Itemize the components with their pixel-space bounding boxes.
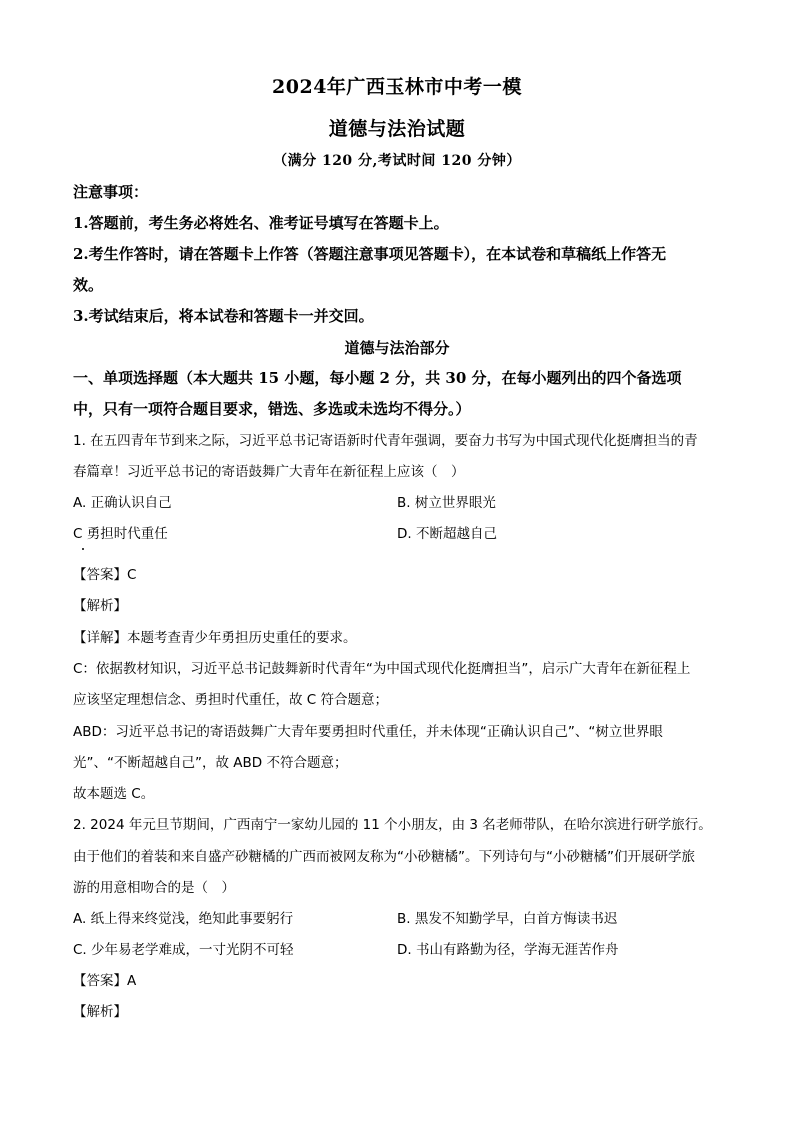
- q1-option-b: B. 树立世界眼光: [397, 495, 496, 511]
- q2-option-a: A. 纸上得来终觉浅，绝知此事要躬行: [73, 911, 294, 927]
- q1-option-c: C 勇担时代重任: [73, 526, 168, 542]
- q1-explain-c-cont: 应该坚定理想信念、勇担时代重任，故 C 符合题意；: [73, 692, 389, 708]
- q1-answer: 【答案】C: [73, 567, 137, 583]
- q2-stem-cont-2: 游的用意相吻合的是（ ）: [73, 880, 235, 896]
- q2-option-b: B. 黑发不知勤学早，白首方悔读书迟: [397, 911, 618, 927]
- q2-option-d: D. 书山有路勤为径，学海无涯苦作舟: [397, 942, 619, 958]
- instruction-item-2: 2.考生作答时，请在答题卡上作答（答题注意事项见答题卡），在本试卷和草稿纸上作答无: [73, 245, 667, 263]
- q2-option-c: C. 少年易老学难成，一寸光阴不可轻: [73, 942, 294, 958]
- part-title: 道德与法治部分: [344, 339, 450, 357]
- q1-stem-cont: 春篇章！习近平总书记的寄语鼓舞广大青年在新征程上应该（ ）: [73, 464, 465, 480]
- section-heading: 一、单项选择题（本大题共 15 小题，每小题 2 分，共 30 分，在每小题列出的四个备选项: [73, 369, 682, 387]
- q2-stem-cont: 由于他们的着装和来自盛产砂糖橘的广西而被网友称为“小砂糖橘”。下列诗句与“小砂糖橘”们开展研学旅: [73, 849, 695, 865]
- exam-title: 2024年广西玉林市中考一模: [272, 76, 522, 98]
- instruction-item-1: 1.答题前，考生务必将姓名、准考证号填写在答题卡上。: [73, 214, 449, 232]
- q2-analysis-label: 【解析】: [73, 1004, 127, 1020]
- q1-detail: 【详解】本题考查青少年勇担历史重任的要求。: [73, 630, 357, 646]
- exam-note: （满分 120 分,考试时间 120 分钟）: [273, 153, 521, 169]
- instructions-heading: 注意事项：: [73, 183, 149, 201]
- exam-subtitle: 道德与法治试题: [328, 118, 466, 140]
- q1-explain-c: C：依据教材知识，习近平总书记鼓舞新时代青年“为中国式现代化挺膺担当”，启示广大青年在新征程上: [73, 661, 691, 677]
- instruction-item-2-cont: 效。: [73, 276, 104, 294]
- q1-explain-abd-cont: 光”、“不断超越自己”，故 ABD 不符合题意；: [73, 755, 348, 771]
- q1-analysis-label: 【解析】: [73, 598, 127, 614]
- q1-option-d: D. 不断超越自己: [397, 526, 497, 542]
- q1-explain-abd: ABD：习近平总书记的寄语鼓舞广大青年要勇担时代重任，并未体现“正确认识自己”、“树立世界眼: [73, 724, 663, 740]
- section-heading-cont: 中，只有一项符合题目要求，错选、多选或未选均不得分。）: [73, 400, 471, 418]
- stray-dot: [82, 548, 84, 550]
- q1-conclusion: 故本题选 C。: [73, 786, 155, 802]
- q1-stem: 1. 在五四青年节到来之际，习近平总书记寄语新时代青年强调，要奋力书写为中国式现代化挺膺担当的青: [73, 433, 698, 449]
- q1-option-a: A. 正确认识自己: [73, 495, 172, 511]
- q2-stem: 2. 2024 年元旦节期间，广西南宁一家幼儿园的 11 个小朋友，由 3 名老师带队，在哈尔滨进行研学旅行。: [73, 817, 712, 833]
- instruction-item-3: 3.考试结束后，将本试卷和答题卡一并交回。: [73, 307, 374, 325]
- q2-answer: 【答案】A: [73, 973, 137, 989]
